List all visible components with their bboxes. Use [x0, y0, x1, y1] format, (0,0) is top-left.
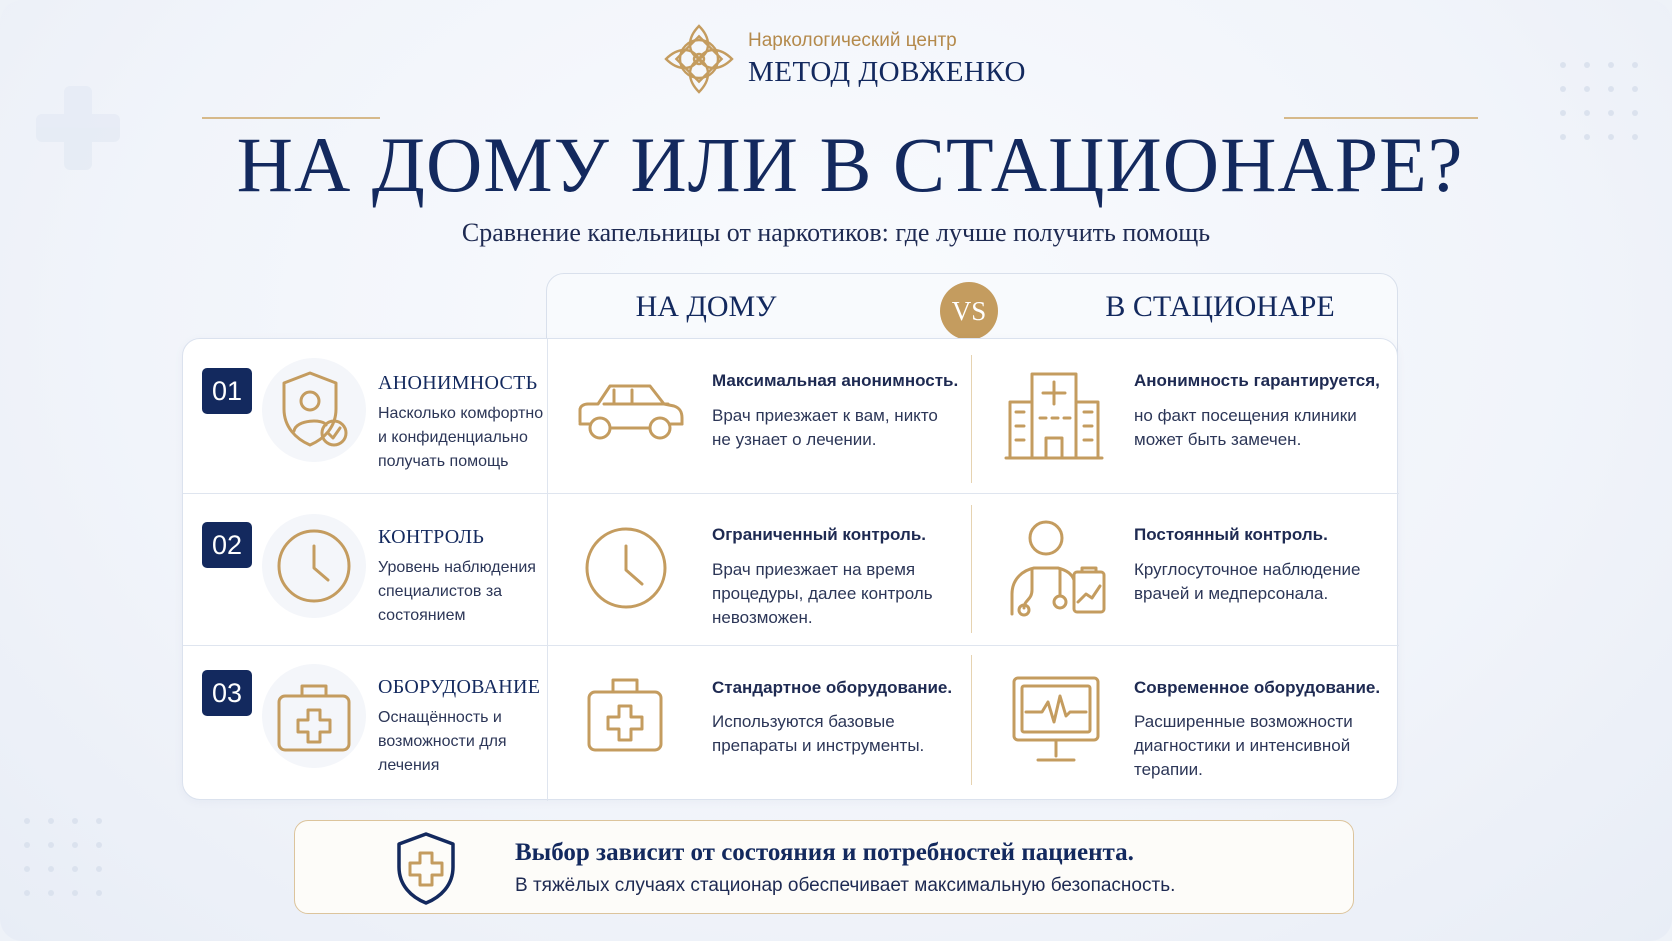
conclusion-title: Выбор зависит от состояния и потребностей пациента. [515, 839, 1134, 866]
clinic-cell-text: Расширенные возможности диагностики и интенсивной терапии. [1134, 712, 1353, 779]
table-row [182, 644, 1398, 800]
medical-kit-icon [584, 672, 666, 756]
title-rule-right [1284, 117, 1478, 119]
conclusion-text: В тяжёлых случаях стационар обеспечивает максимальную безопасность. [515, 875, 1176, 896]
brand-subtitle: Наркологический центр [748, 29, 957, 51]
criterion-title: КОНТРОЛЬ [378, 526, 485, 548]
column-home: НА ДОМУ [635, 290, 777, 323]
criterion-icon [262, 664, 366, 768]
vs-badge: VS [940, 282, 998, 340]
heart-monitor-icon [1008, 672, 1104, 768]
home-cell-title: Стандартное оборудование. [712, 678, 953, 697]
clinic-cell-text: но факт посещения клиники может быть замечен. [1134, 406, 1357, 449]
clinic-cell-text: Круглосуточное наблюдение врачей и медперсонала. [1134, 560, 1361, 603]
row-number: 03 [202, 670, 252, 716]
criterion-title: ОБОРУДОВАНИЕ [378, 676, 541, 698]
shield-cross-icon [395, 831, 457, 905]
doctor-chart-icon [1004, 516, 1108, 620]
home-cell-title: Ограниченный контроль. [712, 525, 926, 544]
clock-icon [582, 524, 670, 612]
conclusion-box [294, 820, 1354, 914]
home-cell-title: Максимальная анонимность. [712, 371, 959, 390]
hospital-building-icon [1002, 368, 1106, 464]
medical-kit-icon [274, 676, 354, 756]
title-rule-left [202, 117, 380, 119]
clock-icon [274, 526, 354, 606]
page-subtitle: Сравнение капельницы от наркотиков: где лучше получить помощь [461, 218, 1211, 247]
row-number: 02 [202, 522, 252, 568]
decorative-dots [24, 818, 102, 896]
column-clinic: В СТАЦИОНАРЕ [1105, 290, 1335, 323]
criterion-description: Оснащённость и возможности для лечения [378, 709, 507, 774]
shield-user-icon [278, 369, 350, 451]
criterion-icon [262, 358, 366, 462]
criterion-icon [262, 514, 366, 618]
criterion-description: Уровень наблюдения специалистов за состоянием [378, 559, 536, 624]
lotus-ornament-icon [662, 22, 736, 96]
home-cell-text: Врач приезжает к вам, никто не узнает о лечении. [712, 406, 938, 449]
home-cell-text: Врач приезжает на время процедуры, далее контроль невозможен. [712, 560, 933, 627]
clinic-cell-title: Анонимность гарантируется, [1134, 371, 1380, 390]
row-number: 01 [202, 368, 252, 414]
criterion-title: АНОНИМНОСТЬ [378, 372, 538, 394]
table-row [182, 492, 1398, 644]
brand [662, 20, 1026, 98]
car-icon [574, 378, 686, 444]
clinic-cell-title: Современное оборудование. [1134, 678, 1381, 697]
brand-name: МЕТОД ДОВЖЕНКО [748, 55, 1026, 88]
home-cell-text: Используются базовые препараты и инструменты. [712, 712, 925, 755]
table-row [182, 338, 1398, 492]
page-title: НА ДОМУ ИЛИ В СТАЦИОНАРЕ? [236, 121, 1464, 208]
clinic-cell-title: Постоянный контроль. [1134, 525, 1328, 544]
criterion-description: Насколько комфортно и конфиденциально получать помощь [378, 405, 544, 470]
